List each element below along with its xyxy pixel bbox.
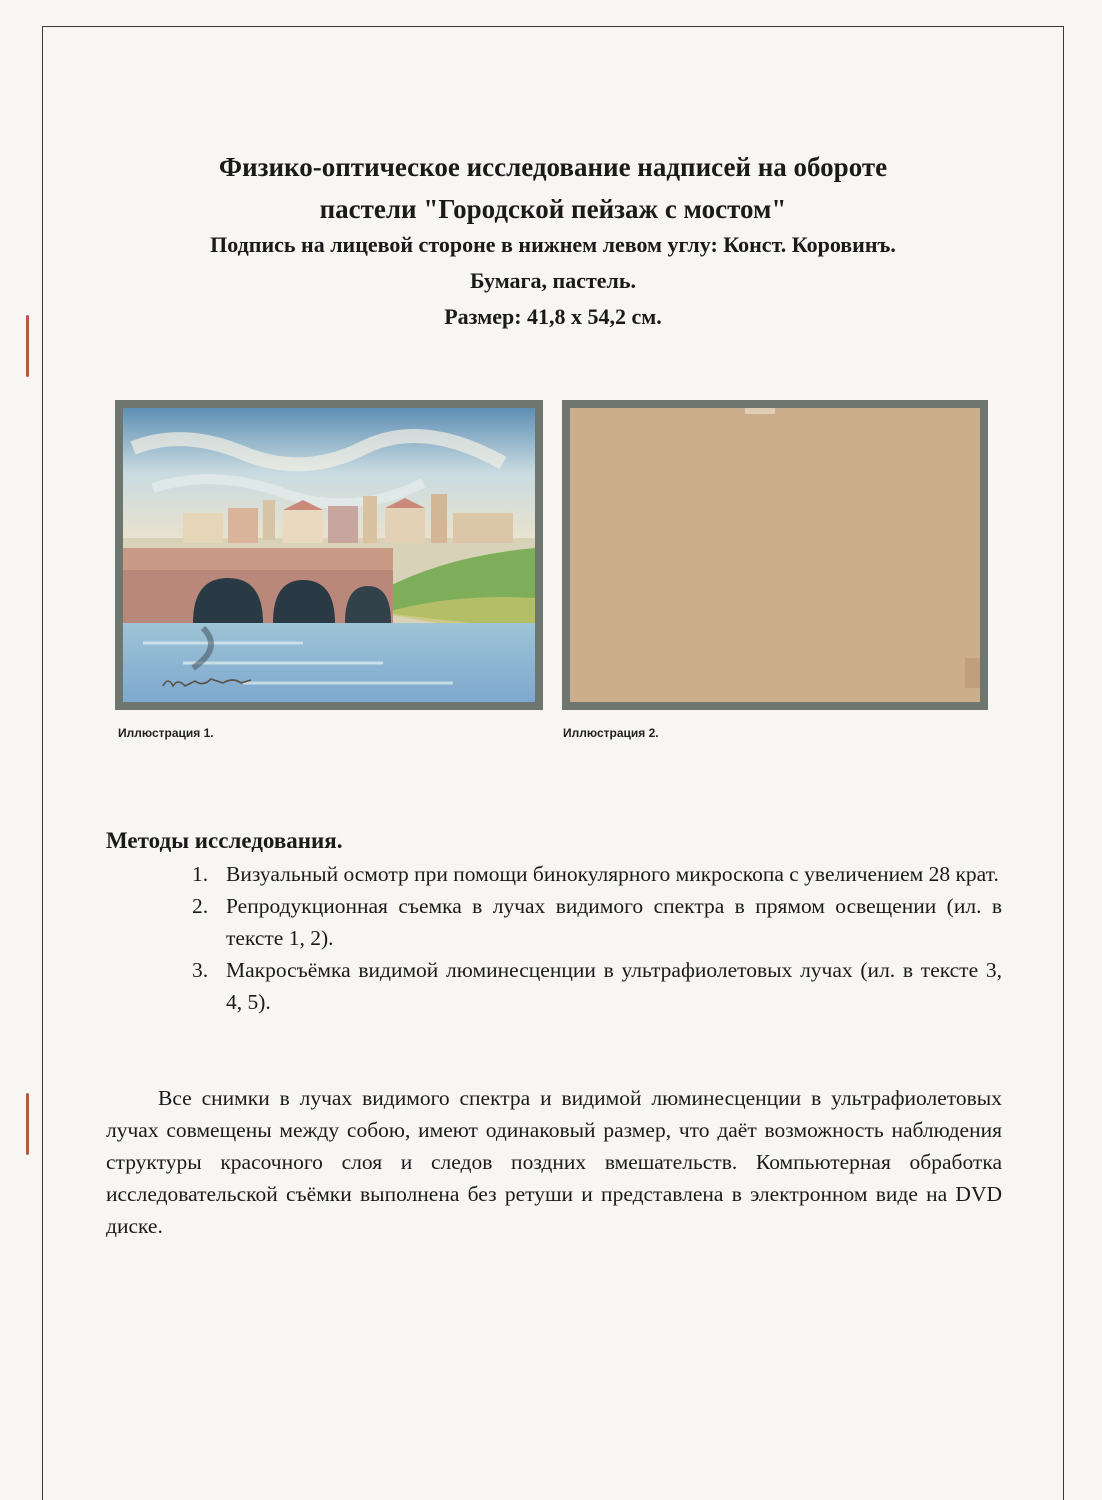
illustration-2-caption: Иллюстрация 2. [563,726,659,740]
method-number: 3. [192,958,209,982]
method-text: Макросъёмка видимой люминесценции в ультрафиолетовых лучах (ил. в тексте 3, 4, 5). [226,958,1002,1014]
signature-info: Подпись на лицевой стороне в нижнем левом углу: Конст. Коровинъ. [210,232,896,257]
method-item-1 [106,858,1002,890]
staple-bottom [26,1093,29,1155]
reverse-side-picture [570,408,980,702]
size-info: Размер: 41,8 х 54,2 см. [444,304,662,329]
document-title-line2: пастели "Городской пейзаж с мостом" [319,194,787,224]
staple-top [26,315,29,377]
methods-list [106,858,1002,1018]
method-item-2 [106,890,1002,954]
method-text: Визуальный осмотр при помощи бинокулярного микроскопа с увеличением 28 крат. [226,862,999,886]
method-number: 2. [192,894,209,918]
medium-info: Бумага, пастель. [469,268,637,293]
methods-heading: Методы исследования. [106,828,343,853]
method-text: Репродукционная съемка в лучах видимого спектра в прямом освещении (ил. в тексте 1, 2). [226,894,1002,950]
document-title-line1: Физико-оптическое исследование надписей на обороте [218,152,888,182]
bridge-pastel-picture [123,408,535,702]
illustration-2-image [562,400,988,710]
illustration-1-image [115,400,543,710]
body-paragraph: Все снимки в лучах видимого спектра и видимой люминесценции в ультрафиолетовых лучах совмещены между собою, имеют одинаковый размер, что даёт возможность наблюдения структуры красочного слоя и следов поздних вмешательств. Компьютерная обработка исследовательской съёмки выполнена без ретуши и представлена в электронном виде на DVD диске. [106,1086,1002,1238]
method-item-3 [106,954,1002,1018]
method-number: 1. [192,862,209,886]
illustration-1-caption: Иллюстрация 1. [118,726,214,740]
